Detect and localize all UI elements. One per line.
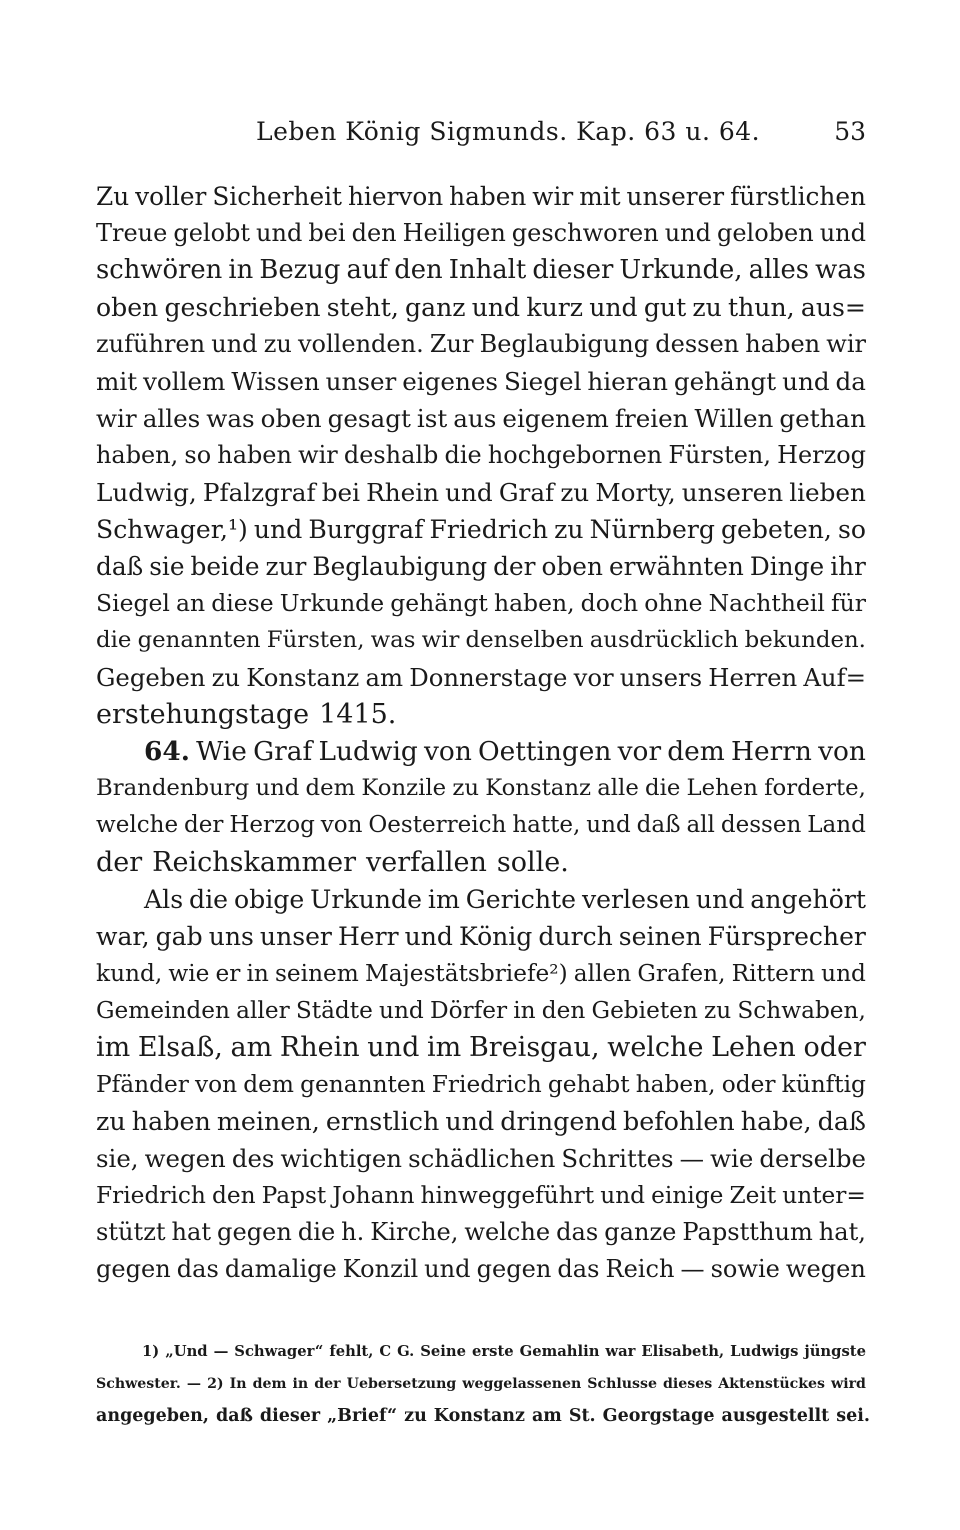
text-line: Treue gelobt und bei den Heiligen geschworen und geloben und — [96, 219, 866, 247]
chapter-heading-line: 64. Wie Graf Ludwig von Oettingen vor dem Herrn von — [144, 736, 866, 767]
footnotes — [96, 1336, 870, 1432]
text-line: erstehungstage 1415. — [96, 699, 397, 730]
text-line: Friedrich den Papst Johann hinweggeführt und einige Zeit unter= — [96, 1182, 866, 1209]
text-line: haben, so haben wir deshalb die hochgebornen Fürsten, Herzog — [96, 441, 866, 469]
footnote-line: angegeben, daß dieser „Brief“ zu Konstanz am St. Georgstage ausgestellt sei. — [96, 1406, 870, 1426]
running-head — [96, 112, 866, 152]
text-line: Gegeben zu Konstanz am Donnerstage vor unsers Herren Auf= — [96, 663, 866, 692]
text-line: mit vollem Wissen unser eigenes Siegel hieran gehängt und da — [96, 367, 866, 396]
chapter-heading-line: welche der Herzog von Oesterreich hatte, und daß all dessen Land — [96, 812, 866, 838]
text-line: wir alles was oben gesagt ist aus eigenem freien Willen gethan — [96, 404, 866, 433]
body-text — [96, 178, 866, 1288]
text-line: daß sie beide zur Beglaubigung der oben erwähnten Dinge ihr — [96, 552, 866, 581]
text-line: im Elsaß, am Rhein und im Breisgau, welche Lehen oder — [96, 1032, 866, 1063]
text-line: gegen das damalige Konzil und gegen das Reich — sowie wegen — [96, 1255, 866, 1283]
text-line: sie, wegen des wichtigen schädlichen Schrittes — wie derselbe — [96, 1144, 866, 1173]
footnote-line: 1) „Und — Schwager“ fehlt, C G. Seine erste Gemahlin war Elisabeth, Ludwigs jüngste — [142, 1343, 866, 1360]
text-line: Ludwig, Pfalzgraf bei Rhein und Graf zu Morty, unseren lieben — [96, 478, 866, 507]
text-line: zu haben meinen, ernstlich und dringend befohlen habe, daß — [96, 1106, 866, 1136]
chapter-heading-line: Brandenburg und dem Konzile zu Konstanz alle die Lehen forderte, — [96, 775, 866, 801]
text-line: Gemeinden aller Städte und Dörfer in den Gebieten zu Schwaben, — [96, 997, 866, 1024]
text-line: Schwager,¹) und Burggraf Friedrich zu Nürnberg gebeten, so — [96, 515, 866, 544]
text-line: oben geschrieben steht, ganz und kurz und gut zu thun, aus= — [96, 293, 866, 322]
text-line: schwören in Bezug auf den Inhalt dieser Urkunde, alles was — [96, 255, 866, 285]
text-line: kund, wie er in seinem Majestätsbriefe²) allen Grafen, Rittern und — [96, 960, 866, 987]
chapter-heading-line: der Reichskammer verfallen solle. — [96, 847, 569, 878]
text-line: Pfänder von dem genannten Friedrich gehabt haben, oder künftig — [96, 1071, 866, 1098]
text-line: zuführen und zu vollenden. Zur Beglaubigung dessen haben wir — [96, 330, 866, 358]
text-line: Siegel an diese Urkunde gehängt haben, doch ohne Nachtheil für — [96, 589, 866, 617]
text-line: war, gab uns unser Herr und König durch seinen Fürsprecher — [96, 922, 866, 951]
text-line: Als die obige Urkunde im Gerichte verlesen und angehört — [144, 885, 866, 914]
page-number: 53 — [834, 117, 866, 146]
text-line: die genannten Fürsten, was wir denselben ausdrücklich bekunden. — [96, 627, 866, 653]
footnote-line: Schwester. — 2) In dem in der Uebersetzung weggelassenen Schlusse dieses Aktenstückes wird — [96, 1376, 866, 1392]
running-title: Leben König Sigmunds. Kap. 63 u. 64. — [256, 117, 761, 146]
text-line: stützt hat gegen die h. Kirche, welche das ganze Papstthum hat, — [96, 1218, 866, 1246]
text-line: Zu voller Sicherheit hiervon haben wir mit unserer fürstlichen — [96, 182, 866, 211]
